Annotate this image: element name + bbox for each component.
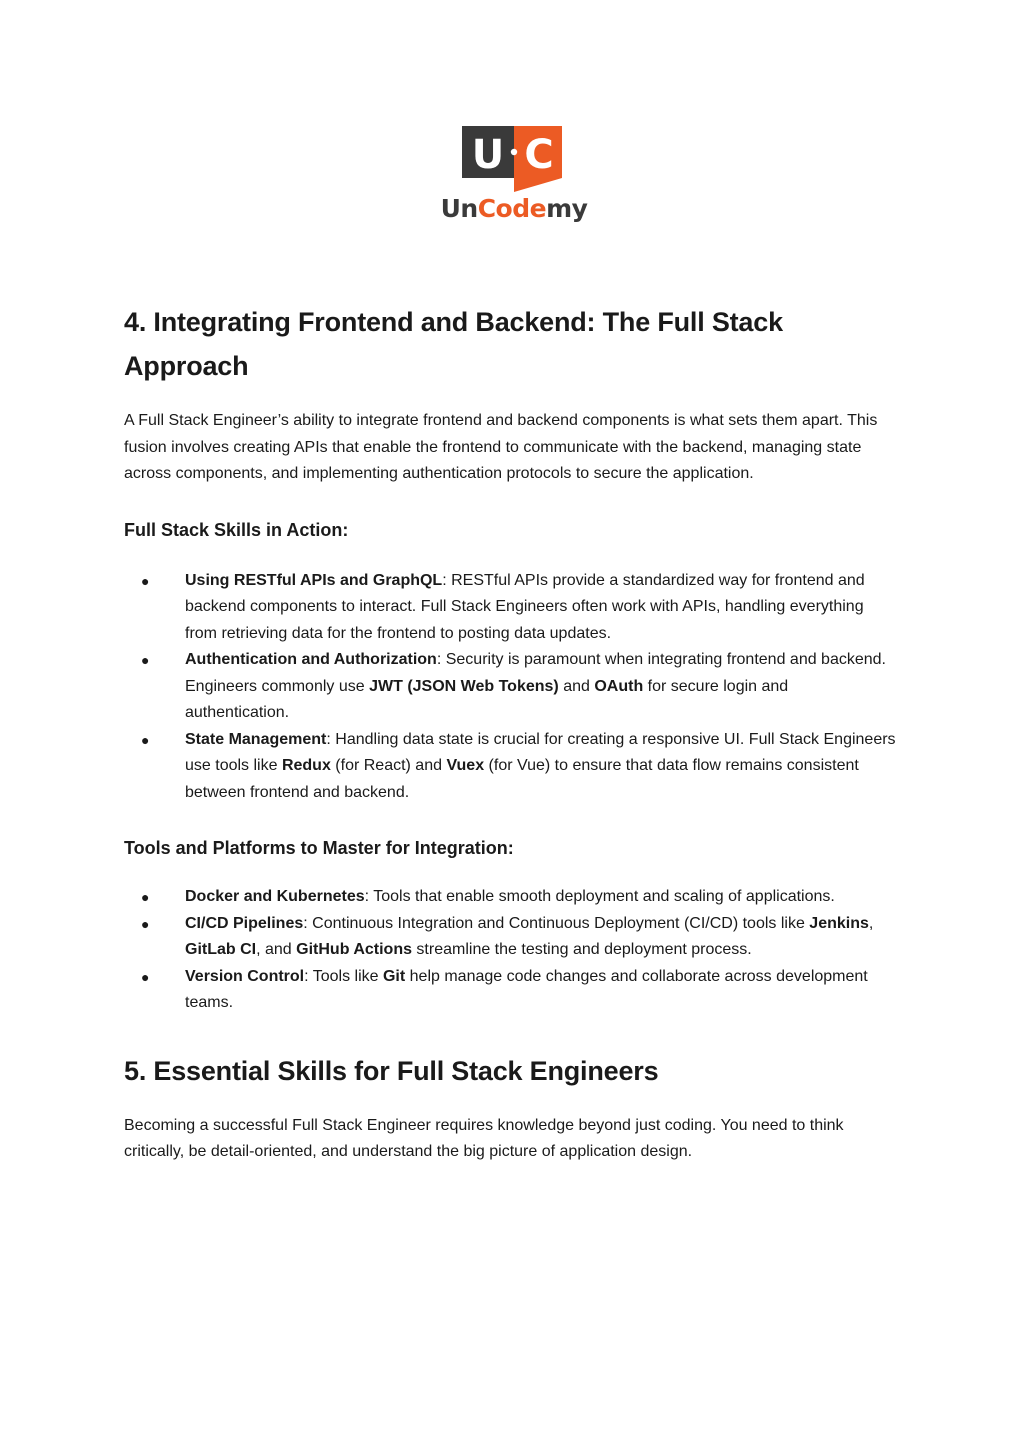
list-item <box>124 884 896 911</box>
document-content <box>124 300 896 1166</box>
tool-text: : Continuous Integration and Continuous Deployment (CI/CD) tools like <box>303 914 810 932</box>
tool-text: streamline the testing and deployment process. <box>411 941 752 958</box>
bullet-icon: ● <box>141 652 150 668</box>
bullet-icon: ● <box>141 889 150 905</box>
tool-term: CI/CD Pipelines <box>185 914 304 932</box>
tool-keyword: GitLab CI <box>185 941 257 958</box>
tool-term: Docker and Kubernetes <box>185 888 365 905</box>
section5-heading: 5. Essential Skills for Full Stack Engineers <box>124 1055 659 1086</box>
skill-text: (for Vue) to ensure that data flow remains consistent between frontend and backend. <box>185 757 859 801</box>
list-item <box>124 964 896 1017</box>
section4-intro: A Full Stack Engineer’s ability to integrate frontend and backend components is what sets them apart. This fusion involves creating APIs that enable the frontend to communicate with the backend, managing state across components, and implementing authentication protocols to secure the application. <box>124 412 878 482</box>
section5-intro: Becoming a successful Full Stack Engineer requires knowledge beyond just coding. You need to think critically, be detail-oriented, and understand the big picture of application design. <box>124 1116 844 1160</box>
skills-list <box>124 568 896 807</box>
uncodemy-logo-mark <box>462 126 566 192</box>
tools-heading: Tools and Platforms to Master for Integration: <box>124 838 514 858</box>
tool-text: : Tools that enable smooth deployment and scaling of applications. <box>364 888 835 905</box>
list-item <box>124 647 896 727</box>
skill-text: and <box>558 677 595 695</box>
bullet-icon: ● <box>141 915 150 932</box>
skill-keyword: OAuth <box>594 677 644 695</box>
skill-keyword: JWT (JSON Web Tokens) <box>369 677 559 695</box>
skill-text: : Security is paramount when integrating frontend and backend. Engineers commonly use <box>185 651 886 695</box>
tool-term: Version Control <box>185 967 305 985</box>
bullet-icon: ● <box>141 731 150 748</box>
skill-text: : Handling data state is crucial for creating a responsive UI. Full Stack Engineers use tools like <box>185 730 896 774</box>
tool-keyword: GitHub Actions <box>296 941 412 958</box>
tool-text: , <box>868 914 874 932</box>
tool-keyword: Git <box>382 967 406 985</box>
logo-word-my: my <box>546 194 588 223</box>
list-item <box>124 911 896 964</box>
skill-term: Using RESTful APIs and GraphQL <box>185 571 443 589</box>
list-item <box>124 727 896 807</box>
logo-wordmark <box>430 194 598 223</box>
logo-word-code: Code <box>477 194 547 223</box>
logo-word-un: Un <box>440 194 478 223</box>
tool-text: , and <box>256 941 297 958</box>
skill-text: (for React) and <box>330 757 447 774</box>
logo-letter-u: U <box>471 132 505 178</box>
skill-keyword: Redux <box>281 757 331 774</box>
bullet-icon: ● <box>141 572 150 589</box>
skill-keyword: Vuex <box>446 757 485 774</box>
logo-letter-c: C <box>524 132 554 178</box>
skill-text: : RESTful APIs provide a standardized way for frontend and backend components to interact. Full Stack Engineers often work with APIs, handling everything from retrieving data for the frontend to posting data updates. <box>185 571 865 642</box>
skill-term: Authentication and Authorization <box>185 651 437 668</box>
tool-text: help manage code changes and collaborate across development teams. <box>185 967 868 1011</box>
skill-term: State Management <box>185 730 327 748</box>
list-item <box>124 568 896 648</box>
logo-dot <box>511 149 517 155</box>
uncodemy-logo <box>430 124 598 236</box>
skills-heading: Full Stack Skills in Action: <box>124 519 349 540</box>
section4-heading: 4. Integrating Frontend and Backend: The Full Stack Approach <box>124 307 783 381</box>
bullet-icon: ● <box>141 968 150 985</box>
tool-text: : Tools like <box>304 967 383 985</box>
tool-keyword: Jenkins <box>809 914 869 932</box>
skill-text: for secure login and authentication. <box>185 677 789 721</box>
tools-list <box>124 884 896 1017</box>
